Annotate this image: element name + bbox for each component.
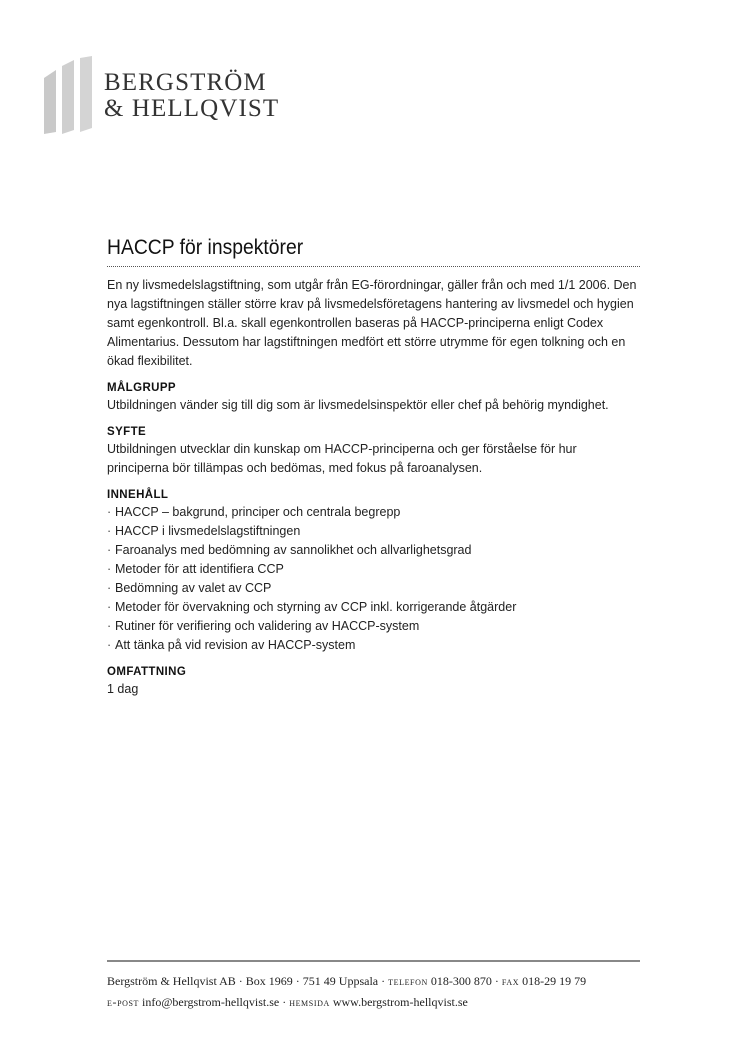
list-item: [107, 522, 640, 541]
logo-bars-icon: [44, 56, 94, 136]
footer-epost-link[interactable]: info@bergstrom-hellqvist.se ·: [139, 995, 290, 1009]
malgrupp-text: Utbildningen vänder sig till dig som är livsmedelsinspektör eller chef på behörig myndighet.: [107, 398, 609, 412]
bullet-dot-icon: ·: [107, 619, 112, 633]
list-item: [107, 560, 640, 579]
list-item-text: Metoder för övervakning och styrning av CCP inkl. korrigerande åtgärder: [115, 600, 517, 614]
bullet-dot-icon: ·: [107, 524, 112, 538]
page-title: HACCP för inspektörer: [107, 236, 304, 259]
list-item-text: Faroanalys med bedömning av sannolikhet och allvarlighetsgrad: [115, 543, 472, 557]
footer-fax: 018-29 19 79: [519, 974, 587, 988]
company-logo: [44, 56, 294, 136]
innehall-list: [107, 503, 640, 655]
footer-contact-line: [107, 992, 640, 1013]
footer-telefon: 018-300 870 ·: [427, 974, 502, 988]
list-item-text: Metoder för att identifiera CCP: [115, 562, 284, 576]
bullet-dot-icon: ·: [107, 581, 112, 595]
list-item-text: Rutiner för verifiering och validering av HACCP-system: [115, 619, 420, 633]
footer-fax-label: fax: [501, 974, 520, 988]
omfattning-text: 1 dag: [107, 682, 139, 696]
footer-hemsida-link[interactable]: www.bergstrom-hellqvist.se: [329, 995, 468, 1009]
footer-divider: [107, 960, 640, 962]
list-item: [107, 503, 640, 522]
list-item-text: HACCP – bakgrund, principer och centrala begrepp: [115, 505, 401, 519]
footer-company: Bergström & Hellqvist AB · Box 1969 · 751 49 Uppsala ·: [107, 974, 389, 988]
footer-telefon-label: telefon: [388, 974, 428, 988]
malgrupp-heading: MÅLGRUPP: [107, 382, 177, 394]
intro-paragraph: En ny livsmedelslagstiftning, som utgår från EG-förordningar, gäller från och med 1/1 2006. Den nya lagstiftningen ställer större krav på livsmedelsföretagens hantering av livsmedel och hygien samt egenkontroll. Bl.a. skall egenkontrollen baseras på HACCP-principerna enligt Codex Alimentarius. Dessutom har lagstiftningen medfört ett större utrymme för egen tolkning och en ökad flexibilitet.: [107, 278, 637, 368]
list-item-text: HACCP i livsmedelslagstiftningen: [115, 524, 301, 538]
list-item: [107, 636, 640, 655]
footer-hemsida-label: hemsida: [289, 995, 330, 1009]
logo-line-2: & HELLQVIST: [104, 95, 280, 122]
bullet-dot-icon: ·: [107, 562, 112, 576]
list-item-text: Att tänka på vid revision av HACCP-system: [115, 638, 356, 652]
document-body: [107, 234, 640, 699]
bullet-dot-icon: ·: [107, 600, 112, 614]
title-divider: [107, 266, 640, 267]
syfte-heading: SYFTE: [107, 426, 147, 438]
logo-wordmark: [104, 70, 279, 122]
logo-line-1: BERGSTRÖM: [104, 69, 267, 96]
list-item: [107, 541, 640, 560]
bullet-dot-icon: ·: [107, 638, 112, 652]
list-item: [107, 579, 640, 598]
footer-epost-label: e-post: [107, 995, 140, 1009]
list-item: [107, 617, 640, 636]
page-footer: [107, 960, 640, 1013]
innehall-heading: INNEHÅLL: [107, 489, 169, 501]
list-item: [107, 598, 640, 617]
omfattning-heading: OMFATTNING: [107, 666, 187, 678]
list-item-text: Bedömning av valet av CCP: [115, 581, 272, 595]
syfte-text: Utbildningen utvecklar din kunskap om HACCP-principerna och ger förståelse för hur principerna bör tillämpas och bedömas, med fokus på faroanalysen.: [107, 442, 577, 475]
footer-address-line: [107, 971, 640, 992]
bullet-dot-icon: ·: [107, 543, 112, 557]
bullet-dot-icon: ·: [107, 505, 112, 519]
